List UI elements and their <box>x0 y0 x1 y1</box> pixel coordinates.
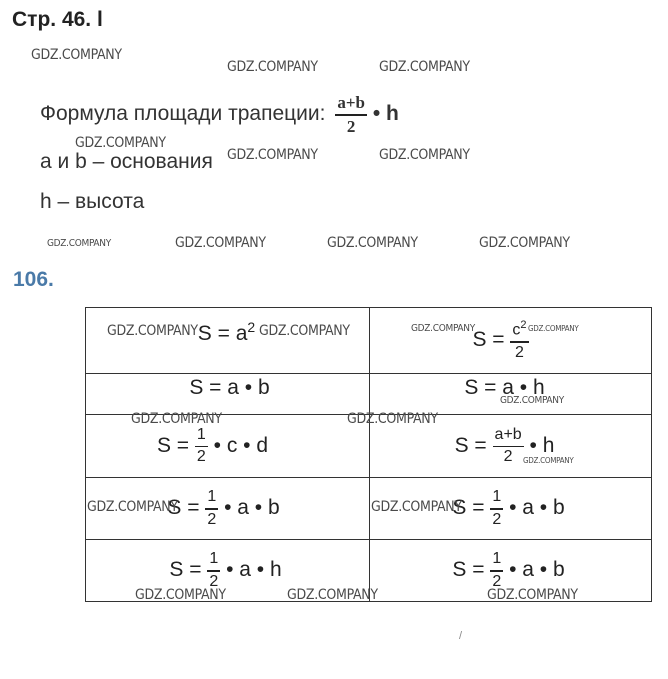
watermark: GDZ.COMPANY <box>379 147 470 163</box>
formula-tail: • c • d <box>213 433 269 457</box>
watermark: GDZ.COMPANY <box>47 238 111 249</box>
formula-fraction <box>452 488 565 528</box>
formula-text: S = a <box>197 322 248 345</box>
table-cell <box>370 374 652 415</box>
watermark: GDZ.COMPANY <box>479 235 570 251</box>
watermark: GDZ.COMPANY <box>175 235 266 251</box>
formula-prefix: S = <box>454 433 487 457</box>
formula-prefix: S = <box>169 558 202 582</box>
denominator: 2 <box>209 572 219 590</box>
fraction-bar <box>490 570 503 572</box>
table-cell <box>370 308 652 374</box>
table-cell <box>86 415 370 478</box>
fraction-bar <box>510 341 528 343</box>
watermark: GDZ.COMPANY <box>500 395 564 406</box>
formula-fraction <box>156 425 269 466</box>
fraction <box>490 551 503 590</box>
watermark: GDZ.COMPANY <box>75 135 166 151</box>
watermark: GDZ.COMPANY <box>227 59 318 75</box>
exponent: 2 <box>247 319 256 335</box>
height-line: h – высота <box>40 190 145 213</box>
denominator: 2 <box>207 510 217 528</box>
watermark: GDZ.COMPANY <box>87 499 178 515</box>
fraction <box>205 489 218 528</box>
formula-fraction <box>452 550 565 590</box>
fraction-bar <box>493 446 524 448</box>
formula-line <box>40 94 399 135</box>
watermark: GDZ.COMPANY <box>347 411 438 427</box>
formula-prefix: S = <box>167 496 200 520</box>
formula-table <box>85 307 652 602</box>
bases-line: a и b – основания <box>40 150 213 173</box>
fraction <box>195 427 208 466</box>
numerator: 1 <box>207 488 217 506</box>
denominator: 2 <box>515 343 524 361</box>
watermark: GDZ.COMPANY <box>31 47 122 63</box>
watermark: GDZ.COMPANY <box>379 59 470 75</box>
numerator: 1 <box>196 425 206 443</box>
fraction <box>493 427 524 466</box>
formula-text: S = a • b <box>189 376 270 399</box>
formula-fraction-c <box>472 319 528 361</box>
watermark: GDZ.COMPANY <box>487 587 578 603</box>
watermark: GDZ.COMPANY <box>327 235 418 251</box>
formula-tail: • a • h <box>226 558 282 582</box>
numerator: a+b <box>494 425 522 443</box>
formula-numerator: a+b <box>337 93 365 112</box>
stray-mark: / <box>459 630 463 642</box>
formula-tail: • h <box>372 101 399 125</box>
formula-fraction <box>167 488 280 528</box>
watermark: GDZ.COMPANY <box>107 323 198 339</box>
fraction <box>490 489 503 528</box>
fraction <box>207 551 220 590</box>
formula-fraction <box>169 550 282 590</box>
numerator <box>510 320 528 338</box>
formula-square <box>197 319 256 345</box>
formula-prefix: S = <box>472 328 505 352</box>
task-number: 106. <box>13 268 54 291</box>
fraction-bar <box>205 508 218 510</box>
watermark: GDZ.COMPANY <box>371 499 462 515</box>
table-row <box>86 374 652 415</box>
formula-prefix: S = <box>452 558 485 582</box>
table-cell <box>86 374 370 415</box>
fraction-bar <box>195 446 208 448</box>
numerator: 1 <box>209 550 219 568</box>
denominator: 2 <box>196 448 206 466</box>
formula-tail: • h <box>529 433 555 457</box>
formula-fraction <box>335 94 367 135</box>
watermark: GDZ.COMPANY <box>411 323 475 334</box>
formula-text: S = a • h <box>464 376 545 399</box>
denominator: 2 <box>503 448 513 466</box>
fraction-bar <box>207 570 220 572</box>
watermark: GDZ.COMPANY <box>528 324 579 333</box>
watermark: GDZ.COMPANY <box>523 456 574 465</box>
page-title: Стр. 46. l <box>12 8 103 31</box>
watermark: GDZ.COMPANY <box>227 147 318 163</box>
fraction-bar <box>490 508 503 510</box>
watermark: GDZ.COMPANY <box>131 411 222 427</box>
formula-label: Формула площади трапеции: <box>40 101 326 125</box>
exponent: 2 <box>520 319 527 332</box>
table-cell <box>86 308 370 374</box>
numerator: 1 <box>492 488 502 506</box>
formula-tail: • a • b <box>509 558 565 582</box>
watermark: GDZ.COMPANY <box>287 587 378 603</box>
denominator: 2 <box>492 572 502 590</box>
numerator-base: c <box>512 321 521 339</box>
fraction <box>510 320 528 361</box>
watermark: GDZ.COMPANY <box>259 323 350 339</box>
formula-prefix: S = <box>452 496 485 520</box>
table-row <box>86 308 652 374</box>
numerator: 1 <box>492 550 502 568</box>
formula-tail: • a • b <box>224 496 280 520</box>
formula-prefix: S = <box>156 433 190 457</box>
watermark: GDZ.COMPANY <box>135 587 226 603</box>
formula-tail: • a • b <box>509 496 565 520</box>
denominator: 2 <box>492 510 502 528</box>
fraction-bar <box>335 114 367 116</box>
formula-denominator: 2 <box>346 116 356 136</box>
